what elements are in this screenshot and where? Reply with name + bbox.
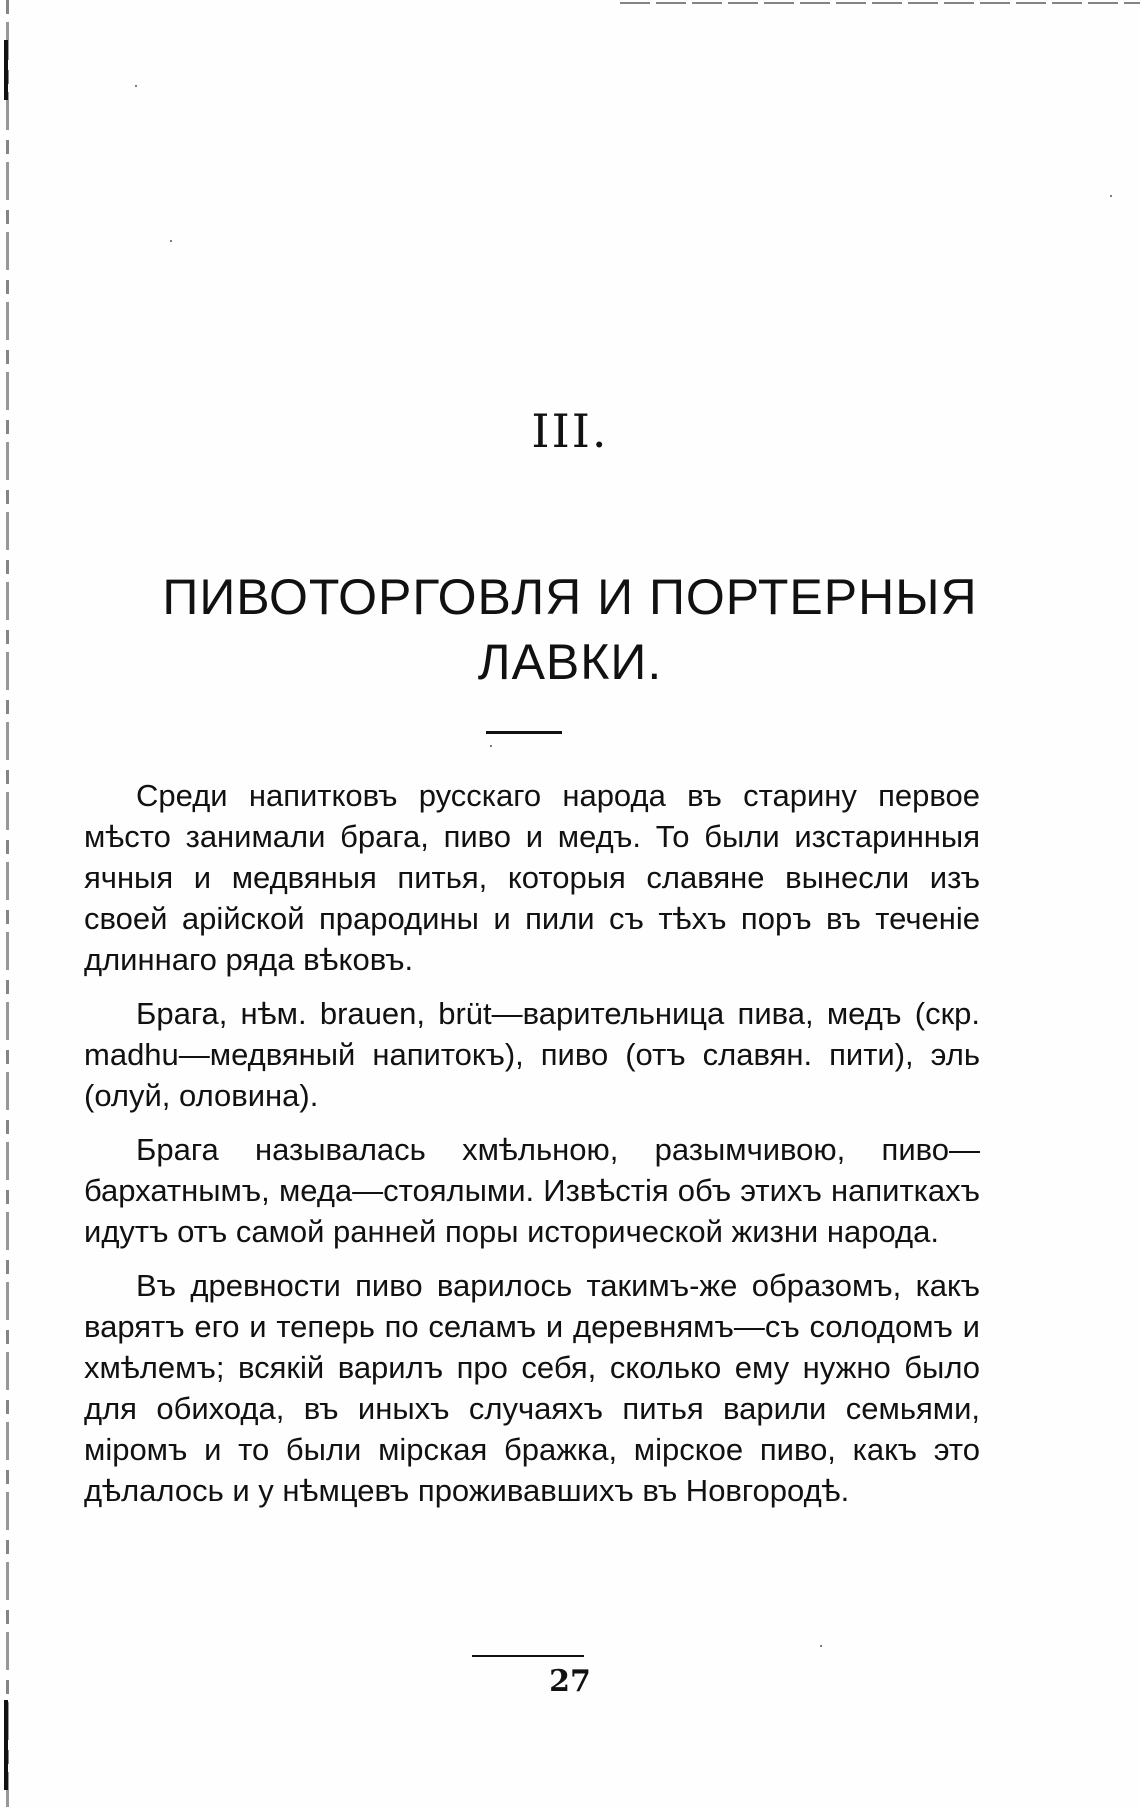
chapter-title bbox=[0, 565, 1140, 695]
paragraph: Брага называлась хмѣльною, разымчивою, пиво—бархатнымъ, меда—стоялыми. Извѣстія объ этихъ напиткахъ идутъ отъ самой ранней поры исторической жизни народа. bbox=[84, 1132, 980, 1249]
title-divider bbox=[486, 731, 562, 734]
chapter-title-line: ЛАВКИ. bbox=[477, 634, 663, 690]
paragraph: Брага, нѣм. brauen, brüt—варительница пива, медъ (скр. madhu—медвяный напитокъ), пиво (отъ славян. пити), эль (олуй, оловина). bbox=[84, 996, 980, 1113]
page-left-edge bbox=[6, 0, 9, 1807]
page-number-divider bbox=[472, 1655, 584, 1657]
page-number: 27 bbox=[549, 1664, 591, 1699]
scan-speck bbox=[170, 240, 172, 242]
page-left-edge-mark bbox=[4, 1700, 8, 1790]
page-top-edge bbox=[620, 2, 1140, 4]
body-text bbox=[84, 775, 980, 1524]
scan-speck bbox=[490, 745, 492, 747]
page-left-edge-mark bbox=[4, 40, 8, 100]
chapter-title-line: ПИВОТОРГОВЛЯ И ПОРТЕРНЫЯ bbox=[162, 569, 978, 625]
scan-speck bbox=[135, 85, 137, 87]
scan-speck bbox=[1110, 195, 1112, 197]
paragraph: Въ древности пиво варилось такимъ-же образомъ, какъ варятъ его и теперь по селамъ и деревнямъ—съ солодомъ и хмѣлемъ; всякій варилъ про себя, сколько ему нужно было для обихода, въ иныхъ случаяхъ питья варили семьями, міромъ и то были мірская бражка, мірское пиво, какъ это дѣлалось и у нѣмцевъ проживавшихъ въ Новгородѣ. bbox=[84, 1268, 980, 1508]
scan-speck bbox=[820, 1645, 822, 1647]
chapter-number: III. bbox=[531, 404, 609, 458]
paragraph: Среди напитковъ русскаго народа въ старину первое мѣсто занимали брага, пиво и медъ. То были изстаринныя ячныя и медвяныя питья, которыя славяне вынесли изъ своей арійской прародины и пили съ тѣхъ поръ въ теченіе длиннаго ряда вѣковъ. bbox=[84, 778, 980, 977]
